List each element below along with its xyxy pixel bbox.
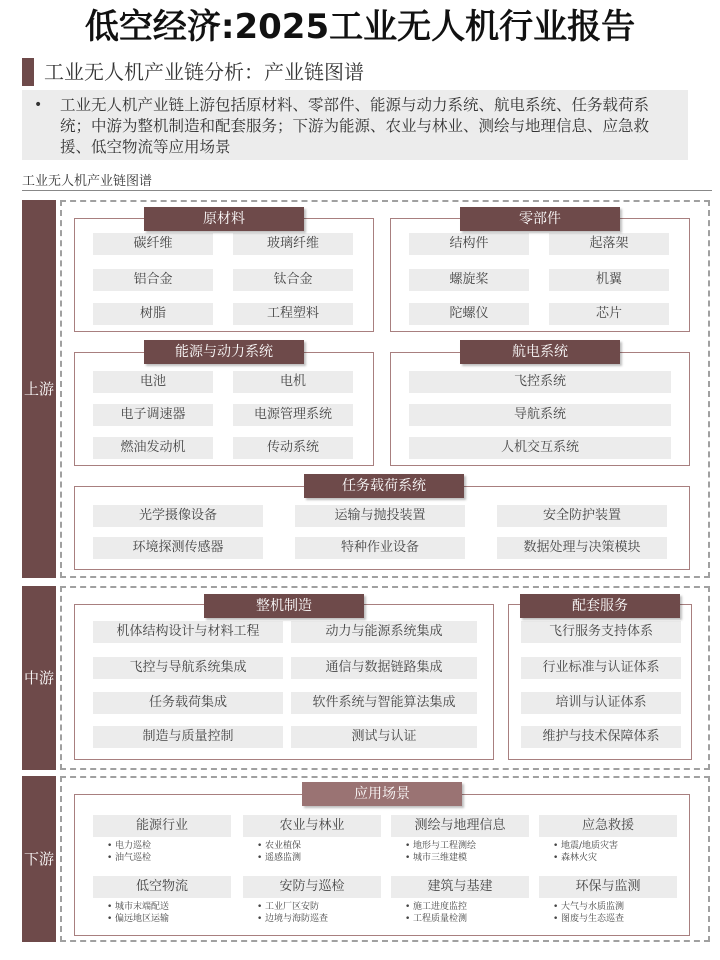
list-item: 行业标准与认证体系 [521, 657, 681, 679]
list-item: 安全防护装置 [497, 505, 667, 527]
panel-title-payload: 任务载荷系统 [304, 474, 464, 498]
use-case-bullet: • 农业植保 [257, 840, 381, 852]
list-item: 起落架 [549, 233, 669, 255]
panel-title-use-cases: 应用场景 [302, 782, 462, 806]
list-item: 通信与数据链路集成 [291, 657, 477, 679]
list-item: 软件系统与智能算法集成 [291, 692, 477, 714]
use-case-bullet: • 边境与海防巡查 [257, 913, 381, 925]
list-item: 数据处理与决策模块 [497, 537, 667, 559]
use-case-card [539, 815, 677, 864]
stage-tab-downstream [22, 776, 56, 942]
list-item: 任务载荷集成 [93, 692, 283, 714]
list-item: 特种作业设备 [295, 537, 465, 559]
use-case-bullet: • 大气与水质监测 [553, 901, 677, 913]
use-case-card [93, 815, 231, 864]
list-item: 机体结构设计与材料工程 [93, 621, 283, 643]
list-item: 螺旋桨 [409, 269, 529, 291]
stage-label-midstream: 中游 [23, 669, 54, 687]
stage-tab-upstream [22, 200, 56, 578]
list-item: 飞行服务支持体系 [521, 621, 681, 643]
page-title: 低空经济:2025工业无人机行业报告 [84, 7, 636, 47]
panel-avionics [390, 352, 690, 466]
section-subtitle: 工业无人机产业链分析：产业链图谱 [44, 60, 364, 84]
list-item: 导航系统 [409, 404, 671, 426]
panel-title-services: 配套服务 [520, 594, 680, 618]
use-case-bullet: • 地形与工程测绘 [405, 840, 529, 852]
diagram-label: 工业无人机产业链图谱 [22, 174, 153, 189]
use-case-title: 低空物流 [93, 876, 231, 898]
panel-title-avionics: 航电系统 [460, 340, 620, 364]
list-item: 测试与认证 [291, 726, 477, 748]
panel-title-manufacturing: 整机制造 [204, 594, 364, 618]
use-case-bullet: • 偏远地区运输 [107, 913, 231, 925]
list-item: 树脂 [93, 303, 213, 325]
use-case-card [391, 815, 529, 864]
stage-label-upstream: 上游 [23, 380, 54, 398]
use-case-bullet: • 森林火灾 [553, 852, 677, 864]
stage-label-downstream: 下游 [23, 850, 54, 868]
intro-box [22, 90, 688, 160]
use-case-title: 应急救援 [539, 815, 677, 837]
panel-title-power: 能源与动力系统 [144, 340, 304, 364]
panel-components [390, 218, 690, 332]
intro-text: 工业无人机产业链上游包括原材料、零部件、能源与动力系统、航电系统、任务载荷系统；中游为整机制造和配套服务；下游为能源、农业与林业、测绘与地理信息、应急救援、低空物流等应用场景 [60, 96, 650, 156]
list-item: 人机交互系统 [409, 437, 671, 459]
panel-raw-materials [74, 218, 374, 332]
list-item: 工程塑料 [233, 303, 353, 325]
list-item: 电子调速器 [93, 404, 213, 426]
list-item: 芯片 [549, 303, 669, 325]
list-item: 碳纤维 [93, 233, 213, 255]
panel-services [508, 604, 692, 760]
list-item: 飞控系统 [409, 371, 671, 393]
use-case-bullet: • 地震/地质灾害 [553, 840, 677, 852]
panel-title-raw-materials: 原材料 [144, 207, 304, 231]
subtitle-accent-bar [22, 58, 34, 86]
list-item: 培训与认证体系 [521, 692, 681, 714]
panel-payload [74, 486, 690, 570]
list-item: 飞控与导航系统集成 [93, 657, 283, 679]
list-item: 运输与抛投装置 [295, 505, 465, 527]
list-item: 铝合金 [93, 269, 213, 291]
panel-manufacturing [74, 604, 494, 760]
panel-use-cases [74, 794, 690, 936]
use-case-title: 建筑与基建 [391, 876, 529, 898]
list-item: 制造与质量控制 [93, 726, 283, 748]
list-item: 维护与技术保障体系 [521, 726, 681, 748]
list-item: 钛合金 [233, 269, 353, 291]
use-case-bullet: • 城市末端配送 [107, 901, 231, 913]
list-item: 环境探测传感器 [93, 537, 263, 559]
use-case-card [539, 876, 677, 925]
list-item: 传动系统 [233, 437, 353, 459]
use-case-card [243, 815, 381, 864]
panel-title-components: 零部件 [460, 207, 620, 231]
stage-tab-midstream [22, 586, 56, 770]
use-case-title: 农业与林业 [243, 815, 381, 837]
use-case-bullet: • 工业厂区安防 [257, 901, 381, 913]
use-case-bullet: • 电力巡检 [107, 840, 231, 852]
use-case-card [391, 876, 529, 925]
bullet-icon: • [34, 97, 43, 113]
use-case-bullet: • 油气巡检 [107, 852, 231, 864]
list-item: 陀螺仪 [409, 303, 529, 325]
use-case-title: 安防与巡检 [243, 876, 381, 898]
list-item: 玻璃纤维 [233, 233, 353, 255]
use-case-title: 环保与监测 [539, 876, 677, 898]
use-case-card [243, 876, 381, 925]
list-item: 结构件 [409, 233, 529, 255]
panel-power [74, 352, 374, 466]
list-item: 机翼 [549, 269, 669, 291]
use-case-title: 能源行业 [93, 815, 231, 837]
use-case-bullet: • 图废与生态巡查 [553, 913, 677, 925]
use-case-bullet: • 工程质量检测 [405, 913, 529, 925]
list-item: 动力与能源系统集成 [291, 621, 477, 643]
use-case-title: 测绘与地理信息 [391, 815, 529, 837]
use-case-bullet: • 遥感监测 [257, 852, 381, 864]
list-item: 光学摄像设备 [93, 505, 263, 527]
list-item: 电池 [93, 371, 213, 393]
use-case-card [93, 876, 231, 925]
divider [22, 190, 712, 191]
list-item: 燃油发动机 [93, 437, 213, 459]
list-item: 电源管理系统 [233, 404, 353, 426]
list-item: 电机 [233, 371, 353, 393]
use-case-bullet: • 城市三维建模 [405, 852, 529, 864]
use-case-bullet: • 施工进度监控 [405, 901, 529, 913]
